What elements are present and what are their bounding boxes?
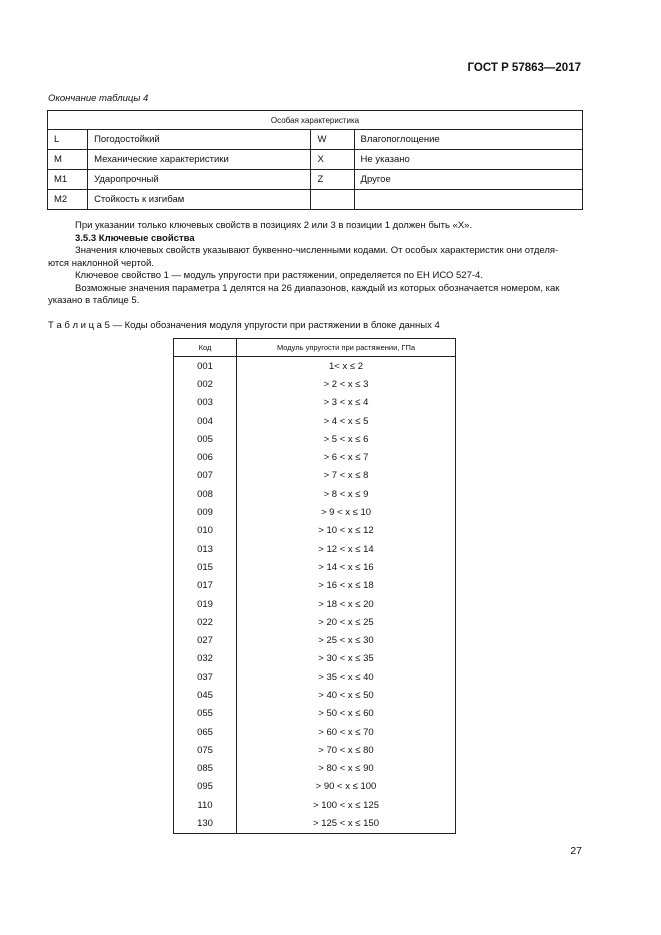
- code-cell: 032: [174, 650, 237, 668]
- modulus-range-cell: > 25 < x ≤ 30: [237, 631, 456, 649]
- modulus-range-cell: > 40 < x ≤ 50: [237, 686, 456, 704]
- modulus-range-cell: > 70 < x ≤ 80: [237, 741, 456, 759]
- paragraph-key-only: При указании только ключевых свойств в позициях 2 или 3 в позиции 1 должен быть «Х».: [75, 220, 473, 231]
- table5-row: [174, 394, 456, 412]
- modulus-range-cell: > 9 < x ≤ 10: [237, 503, 456, 521]
- table4-cell: Z: [311, 170, 354, 190]
- code-cell: 019: [174, 595, 237, 613]
- section-heading: 3.5.3 Ключевые свойства: [75, 232, 195, 244]
- table5-row: [174, 558, 456, 576]
- modulus-range-cell: > 3 < x ≤ 4: [237, 394, 456, 412]
- modulus-range-cell: > 90 < x ≤ 100: [237, 778, 456, 796]
- modulus-range-cell: > 35 < x ≤ 40: [237, 668, 456, 686]
- modulus-range-cell: > 8 < x ≤ 9: [237, 485, 456, 503]
- table4-row: [48, 150, 583, 170]
- code-cell: 001: [174, 357, 237, 376]
- code-cell: 006: [174, 448, 237, 466]
- table4-cell: Не указано: [354, 150, 582, 170]
- code-cell: 015: [174, 558, 237, 576]
- table4-cell: X: [311, 150, 354, 170]
- table5-row: [174, 760, 456, 778]
- table5-row: [174, 448, 456, 466]
- modulus-range-cell: > 100 < x ≤ 125: [237, 796, 456, 814]
- body-text: [48, 220, 582, 308]
- code-cell: 075: [174, 741, 237, 759]
- modulus-range-cell: > 80 < x ≤ 90: [237, 760, 456, 778]
- table4-cell: W: [311, 130, 354, 150]
- table5-row: [174, 503, 456, 521]
- table5-row: [174, 522, 456, 540]
- table4-row: [48, 170, 583, 190]
- table4-caption: Окончание таблицы 4: [48, 93, 149, 104]
- table5-row: [174, 796, 456, 814]
- table5-row: [174, 412, 456, 430]
- table5-row: [174, 577, 456, 595]
- document-id: ГОСТ Р 57863—2017: [467, 62, 581, 74]
- code-cell: 027: [174, 631, 237, 649]
- table4-cell: Ударопрочный: [88, 170, 311, 190]
- table5-row: [174, 650, 456, 668]
- code-cell: 022: [174, 613, 237, 631]
- table4-cell: Погодостойкий: [88, 130, 311, 150]
- table5-row: [174, 631, 456, 649]
- code-cell: 010: [174, 522, 237, 540]
- code-cell: 095: [174, 778, 237, 796]
- table4-cell: L: [48, 130, 88, 150]
- table5-header-row: [174, 339, 456, 357]
- code-cell: 002: [174, 375, 237, 393]
- paragraph-ranges-line1: Возможные значения параметра 1 делятся на 26 диапазонов, каждый из которых обозначается номером, как: [75, 282, 560, 294]
- table5-row: [174, 613, 456, 631]
- modulus-range-cell: > 16 < x ≤ 18: [237, 577, 456, 595]
- table4-cell: M1: [48, 170, 88, 190]
- modulus-range-cell: > 4 < x ≤ 5: [237, 412, 456, 430]
- paragraph-ranges-line2: указано в таблице 5.: [48, 295, 140, 306]
- table5-row: [174, 540, 456, 558]
- table5-row: [174, 741, 456, 759]
- table4-row: [48, 190, 583, 210]
- code-cell: 003: [174, 394, 237, 412]
- table4-cell: Другое: [354, 170, 582, 190]
- table5-row: [174, 723, 456, 741]
- table4-header-row: [48, 111, 583, 130]
- table4: [47, 110, 583, 210]
- code-cell: 017: [174, 577, 237, 595]
- table5: [173, 338, 456, 834]
- code-cell: 008: [174, 485, 237, 503]
- table4-cell: Влагопоглощение: [354, 130, 582, 150]
- page-number: 27: [570, 845, 582, 857]
- paragraph-key-property: Ключевое свойство 1 — модуль упругости при растяжении, определяется по ЕН ИСО 527-4.: [75, 270, 483, 281]
- code-cell: 009: [174, 503, 237, 521]
- modulus-range-cell: > 6 < x ≤ 7: [237, 448, 456, 466]
- table4-cell: [311, 190, 354, 210]
- table5-row: [174, 467, 456, 485]
- code-cell: 130: [174, 814, 237, 833]
- col-header-modulus: Модуль упругости при растяжении, ГПа: [237, 339, 456, 357]
- modulus-range-cell: > 30 < x ≤ 35: [237, 650, 456, 668]
- table4-cell: M: [48, 150, 88, 170]
- code-cell: 065: [174, 723, 237, 741]
- code-cell: 004: [174, 412, 237, 430]
- table4-row: [48, 130, 583, 150]
- code-cell: 037: [174, 668, 237, 686]
- table5-row: [174, 357, 456, 376]
- table5-row: [174, 595, 456, 613]
- modulus-range-cell: > 18 < x ≤ 20: [237, 595, 456, 613]
- modulus-range-cell: > 10 < x ≤ 12: [237, 522, 456, 540]
- table5-row: [174, 686, 456, 704]
- modulus-range-cell: > 14 < x ≤ 16: [237, 558, 456, 576]
- table5-row: [174, 485, 456, 503]
- modulus-range-cell: > 2 < x ≤ 3: [237, 375, 456, 393]
- code-cell: 110: [174, 796, 237, 814]
- table4-cell: Стойкость к изгибам: [88, 190, 311, 210]
- table5-row: [174, 375, 456, 393]
- col-header-code: Код: [174, 339, 237, 357]
- table5-row: [174, 705, 456, 723]
- code-cell: 005: [174, 430, 237, 448]
- paragraph-codes-line1: Значения ключевых свойств указывают буквенно-численными кодами. От особых характеристик они отделя-: [75, 245, 559, 256]
- table4-cell: Механические характеристики: [88, 150, 311, 170]
- table5-row: [174, 668, 456, 686]
- table4-cell: M2: [48, 190, 88, 210]
- table5-caption: Т а б л и ц а 5 — Коды обозначения модуля упругости при растяжении в блоке данных 4: [48, 320, 440, 331]
- table4-heading: Особая характеристика: [48, 111, 583, 130]
- code-cell: 007: [174, 467, 237, 485]
- modulus-range-cell: > 12 < x ≤ 14: [237, 540, 456, 558]
- table5-row: [174, 430, 456, 448]
- table5-row: [174, 814, 456, 833]
- modulus-range-cell: > 20 < x ≤ 25: [237, 613, 456, 631]
- modulus-range-cell: > 5 < x ≤ 6: [237, 430, 456, 448]
- code-cell: 045: [174, 686, 237, 704]
- modulus-range-cell: > 60 < x ≤ 70: [237, 723, 456, 741]
- paragraph-codes-line2: ются наклонной чертой.: [48, 257, 154, 269]
- code-cell: 055: [174, 705, 237, 723]
- code-cell: 013: [174, 540, 237, 558]
- modulus-range-cell: > 7 < x ≤ 8: [237, 467, 456, 485]
- modulus-range-cell: > 125 < x ≤ 150: [237, 814, 456, 833]
- code-cell: 085: [174, 760, 237, 778]
- table5-row: [174, 778, 456, 796]
- modulus-range-cell: > 50 < x ≤ 60: [237, 705, 456, 723]
- modulus-range-cell: 1< x ≤ 2: [237, 357, 456, 376]
- table4-cell: [354, 190, 582, 210]
